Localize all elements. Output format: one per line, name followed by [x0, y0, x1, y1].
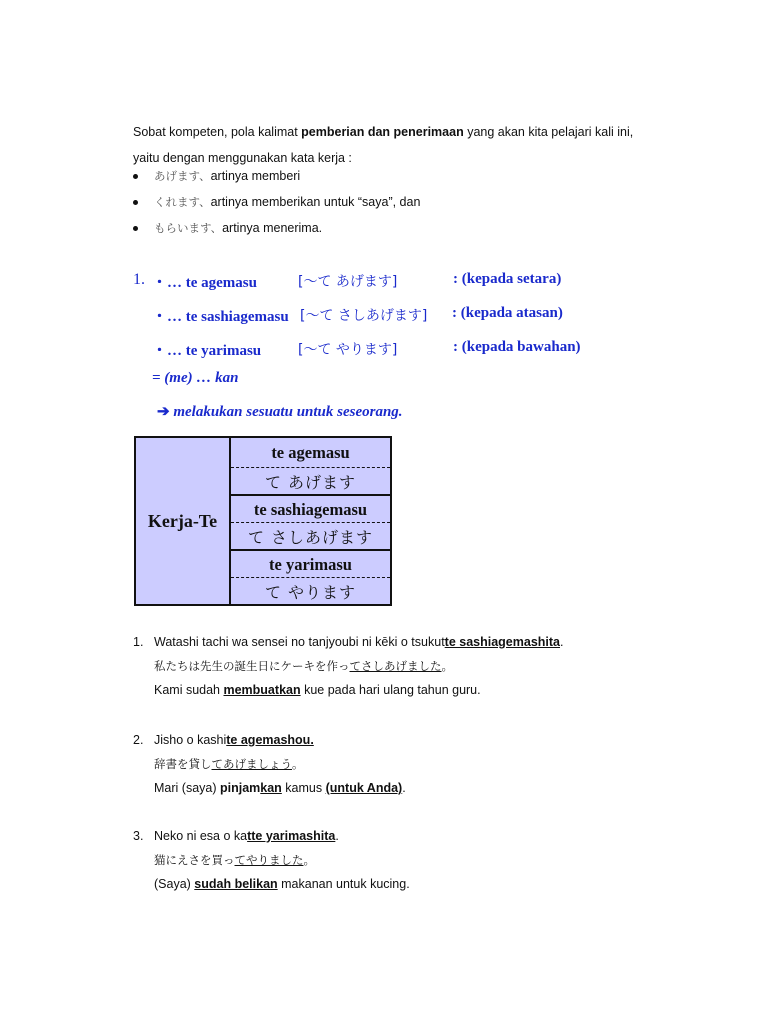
- pattern-equals: = (me) … kan: [152, 370, 239, 386]
- arrow-right-icon: ➔: [157, 404, 170, 420]
- list-item: [133, 163, 733, 189]
- text: 。: [303, 853, 315, 867]
- text: .: [335, 829, 339, 843]
- example-number: 2.: [133, 733, 144, 747]
- pattern-romaji: ・… te agemasu: [152, 275, 257, 291]
- pattern-meaning: : (kepada setara): [453, 271, 562, 287]
- text-underlined: sudah belikan: [194, 877, 278, 891]
- text-underlined: te agemashou.: [226, 733, 314, 747]
- text: 。: [292, 757, 304, 771]
- text: 私たちは先生の誕生日にケーキを作っ: [154, 659, 350, 673]
- table-cell-kana: て やります: [264, 583, 357, 602]
- text: (Saya): [154, 877, 195, 891]
- intro-bold-text: pemberian dan penerimaan: [301, 125, 464, 139]
- bullet-jp: くれます、: [154, 195, 211, 209]
- example-romaji: [154, 728, 314, 752]
- text: makanan untuk kucing.: [277, 877, 410, 891]
- text-underlined: てあげましょう: [211, 757, 292, 771]
- table-cell-kana: て さしあげます: [247, 528, 374, 547]
- text: Neko ni esa o ka: [154, 829, 248, 843]
- kerja-te-table: [134, 436, 392, 606]
- example-japanese: [154, 654, 453, 678]
- example-japanese: [154, 848, 315, 872]
- text-bold: pinjam: [219, 781, 261, 795]
- example-romaji: [154, 824, 339, 848]
- intro-text: Sobat kompeten, pola kalimat: [133, 125, 302, 139]
- text-underlined: te sashiagemashita: [444, 635, 561, 649]
- example-translation: [154, 776, 406, 800]
- pattern-meaning: : (kepada atasan): [452, 305, 563, 321]
- text: 。: [441, 659, 453, 673]
- table-label: Kerja-Te: [136, 438, 231, 604]
- bullet-icon: [133, 200, 138, 205]
- pattern-jp-text: [〜て あげます]: [298, 274, 398, 290]
- pattern-romaji: ・… te yarimasu: [152, 343, 262, 359]
- bullet-meaning: artinya menerima.: [222, 221, 323, 235]
- text-underlined: (untuk Anda): [325, 781, 403, 795]
- pattern-jp: [298, 339, 397, 359]
- text: Jisho o kashi: [154, 733, 227, 747]
- bullet-jp: あげます、: [154, 169, 211, 183]
- example-number: 1.: [133, 635, 144, 649]
- example-translation: [154, 872, 410, 896]
- pattern-jp-text: [〜て やります]: [298, 342, 398, 358]
- intro-line-1: [133, 119, 733, 145]
- pattern-romaji: ・… te sashiagemasu: [152, 309, 289, 325]
- pattern-arrow-line: [157, 402, 403, 421]
- text: kan: [279, 683, 301, 697]
- table-cell-romaji: te yarimasu: [269, 554, 352, 574]
- text: kue pada hari ulang tahun guru.: [300, 683, 481, 697]
- verb-bullet-list: [133, 163, 733, 241]
- arrow-text: melakukan sesuatu untuk seseorang.: [173, 404, 403, 420]
- example-translation: [154, 678, 481, 702]
- pattern-jp: [298, 271, 397, 291]
- text-underlined: kan: [260, 781, 282, 795]
- text: Kami sudah: [154, 683, 224, 697]
- pattern-number: 1.: [133, 271, 145, 288]
- bullet-jp: もらいます、: [154, 221, 223, 235]
- example-romaji: [154, 630, 564, 654]
- text: 辞書を貸し: [154, 757, 212, 771]
- text-underlined: てやりました: [234, 853, 304, 867]
- bullet-icon: [133, 174, 138, 179]
- intro-text: yang akan kita pelajari kali ini,: [463, 125, 634, 139]
- table-cell-kana: て あげます: [264, 473, 357, 492]
- pattern-meaning: : (kepada bawahan): [453, 339, 581, 355]
- example-japanese: [154, 752, 304, 776]
- text: kamus: [281, 781, 326, 795]
- text: .: [560, 635, 564, 649]
- table-forms: [231, 438, 390, 604]
- text-underlined: てさしあげました: [349, 659, 442, 673]
- table-cell-romaji: te sashiagemasu: [253, 499, 368, 519]
- pattern-jp: [300, 305, 427, 325]
- text: Mari (saya): [154, 781, 220, 795]
- text: .: [402, 781, 406, 795]
- text-underlined: tte yarimashita: [247, 829, 336, 843]
- bullet-meaning: artinya memberi: [210, 169, 301, 183]
- bullet-icon: [133, 226, 138, 231]
- example-number: 3.: [133, 829, 144, 843]
- list-item: [133, 189, 733, 215]
- table-cell-romaji: te agemasu: [271, 442, 350, 462]
- list-item: [133, 215, 733, 241]
- text-underlined: membuat: [223, 683, 280, 697]
- pattern-row-1: [133, 271, 145, 289]
- pattern-jp-text: [〜て さしあげます]: [300, 308, 428, 324]
- bullet-meaning: artinya memberikan untuk “saya”, dan: [210, 195, 421, 209]
- intro-line-2: yaitu dengan menggunakan kata kerja :: [133, 151, 352, 165]
- text: Watashi tachi wa sensei no tanjyoubi ni kēki o tsukut: [154, 635, 445, 649]
- text: 猫にえさを買っ: [154, 853, 235, 867]
